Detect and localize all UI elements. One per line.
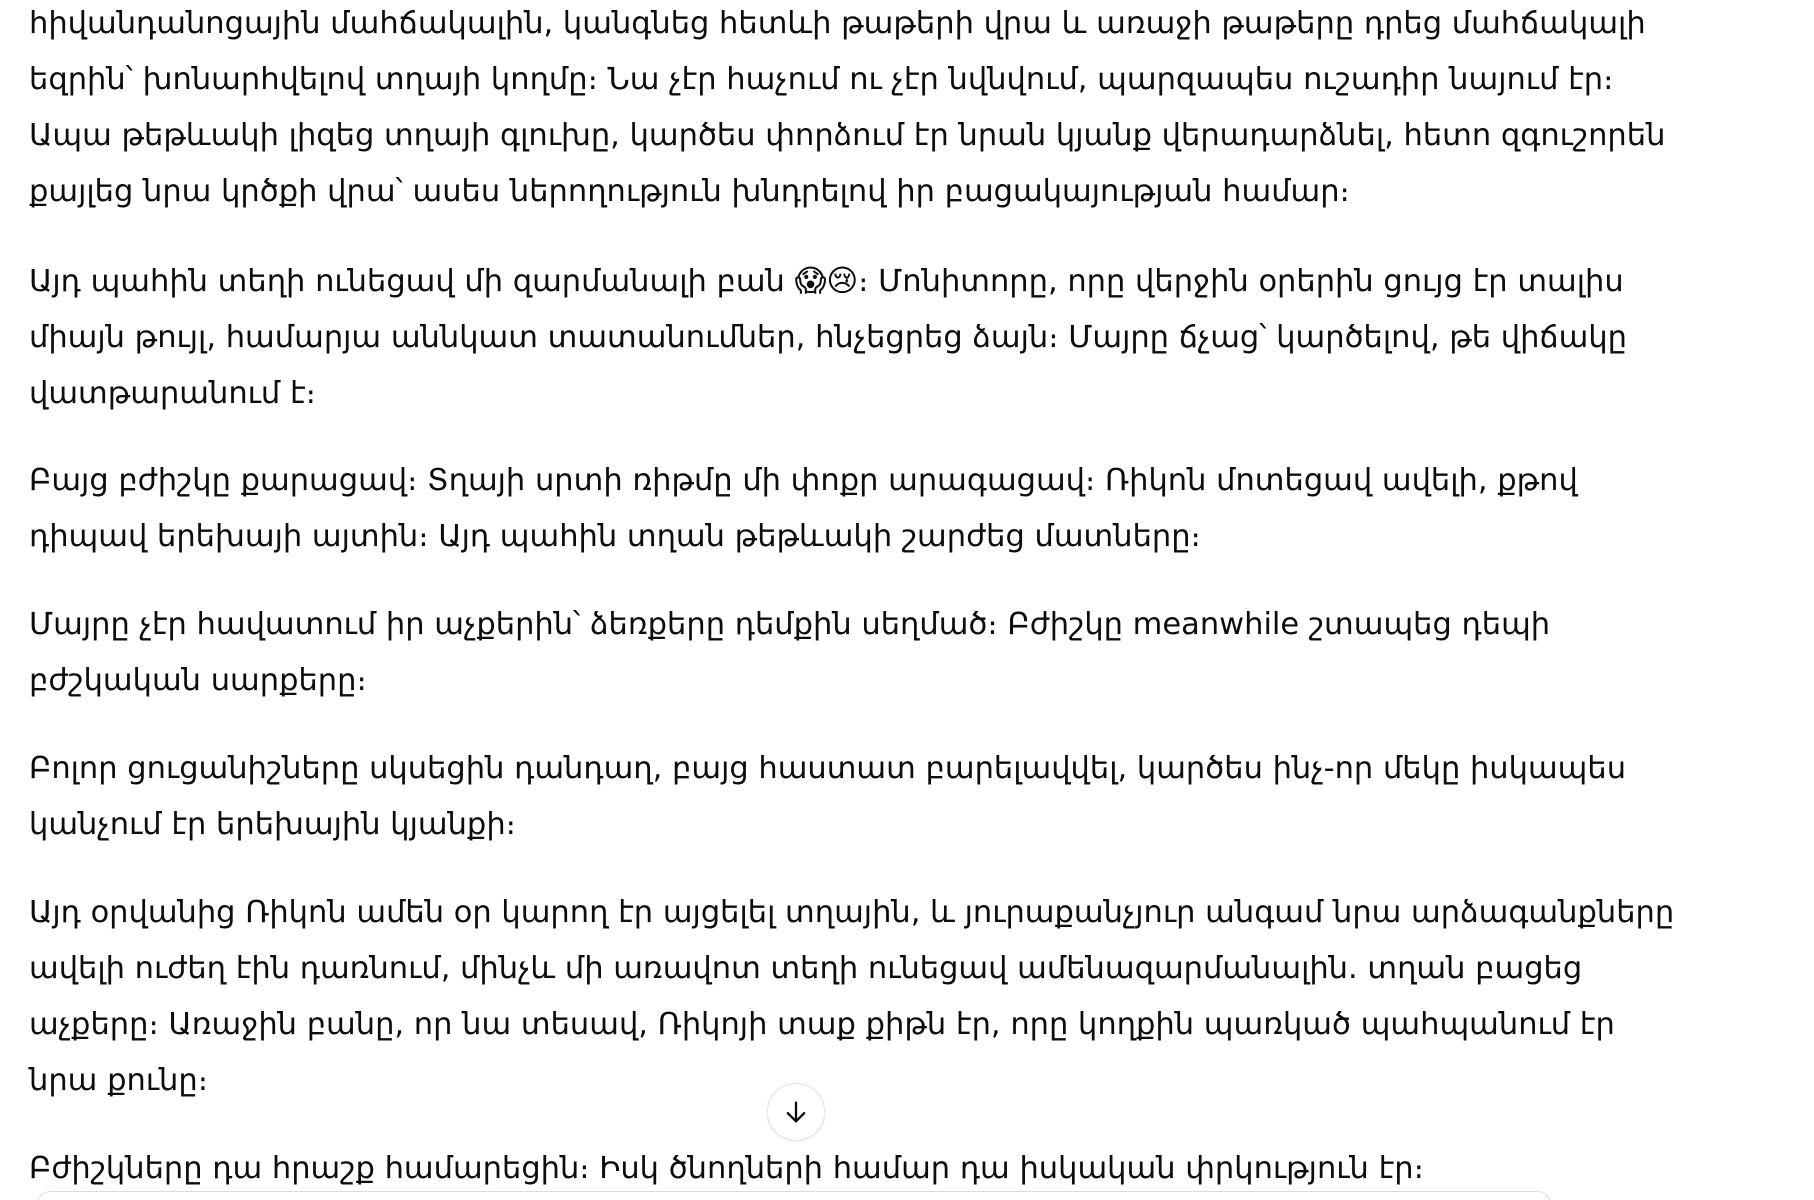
message-paragraph bbox=[29, 741, 1626, 853]
paragraph-line: Այդ օրվանից Ռիկոն ամեն օր կարող էր այցելել տղային, և յուրաքանչյուր անգամ նրա արձագանքները bbox=[29, 895, 1675, 930]
arrow-down-icon bbox=[782, 1098, 810, 1126]
paragraph-line: վատթարանում է։ bbox=[29, 376, 316, 411]
paragraph-line: նրա քունը։ bbox=[29, 1063, 208, 1098]
paragraph-line: կանչում էր երեխային կյանքի։ bbox=[29, 807, 516, 842]
paragraph-line: դիպավ երեխայի այտին։ Այդ պահին տղան թեթևակի շարժեց մատները։ bbox=[29, 519, 1201, 554]
paragraph-line: Մայրը չէր հավատում իր աչքերին՝ ձեռքերը դեմքին սեղմած։ Բժիշկը meanwhile շտապեց դեպի bbox=[29, 607, 1551, 642]
message-paragraph bbox=[29, 0, 1665, 220]
paragraph-line: միայն թույլ, համարյա աննկատ տատանումներ, հնչեցրեց ձայն։ Մայրը ճչաց՝ կարծելով, թե վիճակը bbox=[29, 320, 1627, 355]
paragraph-line: Բոլոր ցուցանիշները սկսեցին դանդաղ, բայց հաստատ բարելավվել, կարծես ինչ-որ մեկը իսկապես bbox=[29, 751, 1627, 786]
message-paragraph bbox=[29, 453, 1578, 565]
paragraph-line: Բժիշկները դա հրաշք համարեցին։ Իսկ ծնողների համար դա իսկական փրկություն էր։ bbox=[29, 1151, 1424, 1186]
paragraph-line: Այդ պահին տեղի ունեցավ մի զարմանալի բան 😱😢։ Մոնիտորը, որը վերջին օրերին ցույց էր տալիս bbox=[29, 264, 1624, 299]
paragraph-line: Ապա թեթևակի լիզեց տղայի գլուխը, կարծես փորձում էր նրան կյանք վերադարձնել, հետո զգուշորեն bbox=[29, 118, 1666, 153]
paragraph-line: եզրին՝ խոնարհվելով տղայի կողմը։ Նա չէր հաչում ու չէր նվնվում, պարզապես ուշադիր նայում էր։ bbox=[29, 62, 1614, 97]
message-paragraph bbox=[29, 1141, 1424, 1197]
paragraph-line: հիվանդանոցային մահճակալին, կանգնեց հետևի թաթերի վրա և առաջի թաթերը դրեց մահճակալի bbox=[29, 6, 1646, 41]
message-paragraph bbox=[29, 597, 1550, 709]
paragraph-line: բժշկական սարքերը։ bbox=[29, 663, 367, 698]
paragraph-line: ավելի ուժեղ էին դառնում, մինչև մի առավոտ տեղի ունեցավ ամենազարմանալին. տղան բացեց bbox=[29, 951, 1583, 986]
scroll-to-bottom-button[interactable] bbox=[767, 1083, 825, 1141]
message-composer[interactable] bbox=[36, 1191, 1552, 1200]
paragraph-line: քայլեց նրա կրծքի վրա՝ ասես ներողություն խնդրելով իր բացակայության համար։ bbox=[29, 174, 1350, 209]
message-paragraph bbox=[29, 885, 1674, 1109]
paragraph-line: Բայց բժիշկը քարացավ։ Տղայի սրտի ռիթմը մի փոքր արագացավ։ Ռիկոն մոտեցավ ավելի, քթով bbox=[29, 463, 1578, 498]
message-paragraph bbox=[29, 254, 1627, 422]
paragraph-line: աչքերը։ Առաջին բանը, որ նա տեսավ, Ռիկոյի տաք քիթն էր, որը կողքին պառկած պահպանում էր bbox=[29, 1007, 1615, 1042]
